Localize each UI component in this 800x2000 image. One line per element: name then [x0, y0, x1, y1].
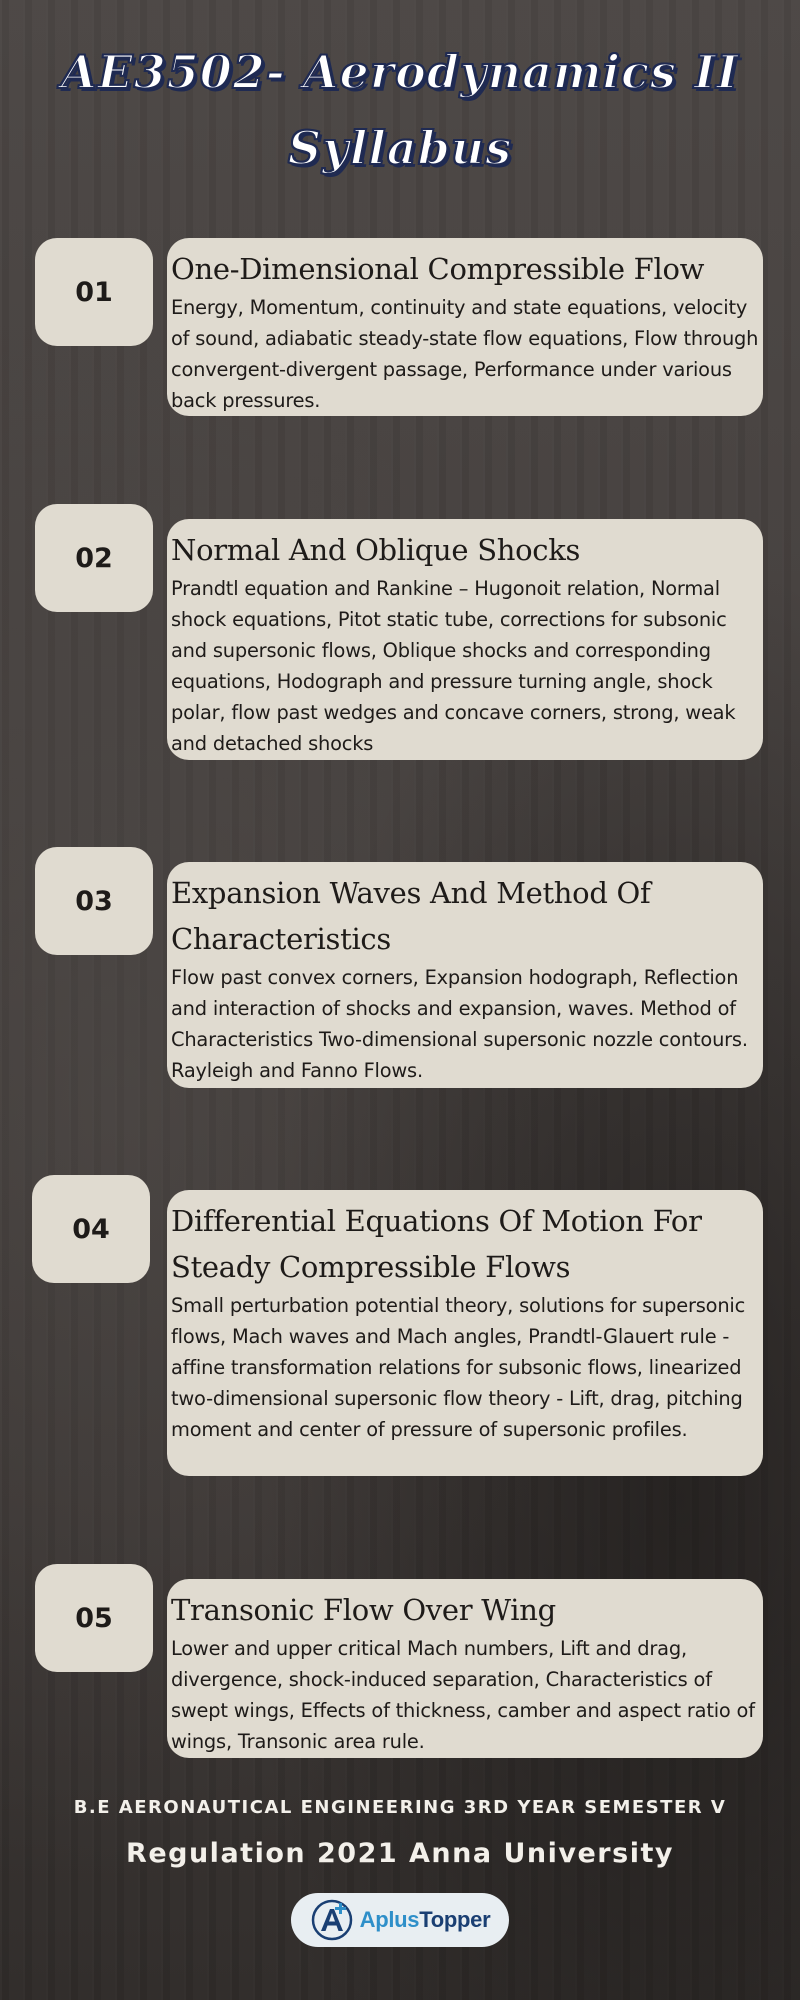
unit-title: Transonic Flow Over Wing: [171, 1593, 556, 1627]
unit-title: Normal And Oblique Shocks: [171, 533, 581, 567]
logo-text-topper: Topper: [419, 1907, 491, 1932]
course-subtitle: B.E AERONAUTICAL ENGINEERING 3RD YEAR SEMESTER V: [73, 1797, 727, 1818]
unit-card: [167, 238, 763, 416]
unit-card: [167, 1579, 763, 1758]
aplustopper-logo-text: [360, 1907, 491, 1933]
page-title-line-1: AE3502- Aerodynamics II: [60, 45, 739, 99]
aplustopper-logo-icon: [310, 1898, 354, 1942]
logo-text-aplus: Aplus: [359, 1907, 420, 1932]
unit-title: Differential Equations Of Motion For Steady Compressible Flows: [171, 1204, 702, 1284]
unit-description: Prandtl equation and Rankine – Hugonoit relation, Normal shock equations, Pitot static tube, corrections for subsonic and supersonic flows, Oblique shocks and corresponding equations, Hodograph and pressure turning angle, shock polar, flow past wedges and concave corners, strong, weak and detached shocks: [171, 577, 736, 755]
unit-card: [167, 862, 763, 1088]
unit-number: 01: [75, 276, 113, 308]
unit-title: One-Dimensional Compressible Flow: [171, 252, 705, 286]
unit-number-badge: [35, 1564, 153, 1672]
unit-card: [167, 519, 763, 760]
unit-number-badge: [35, 504, 153, 612]
page-title-line-2: Syllabus: [287, 121, 513, 175]
unit-number: 03: [75, 885, 113, 917]
unit-number-badge: [35, 238, 153, 346]
unit-number-badge: [32, 1175, 150, 1283]
aplustopper-logo[interactable]: [291, 1893, 509, 1947]
unit-number-badge: [35, 847, 153, 955]
unit-number: 02: [75, 542, 113, 574]
unit-description: Energy, Momentum, continuity and state equations, velocity of sound, adiabatic steady-state flow equations, Flow through convergent-divergent passage, Performance under various back pressures.: [171, 296, 759, 412]
unit-description: Flow past convex corners, Expansion hodograph, Reflection and interaction of shocks and expansion, waves. Method of Characteristics Two-dimensional supersonic nozzle contours. Rayleigh and Fanno Flows.: [171, 966, 748, 1082]
unit-number: 05: [75, 1602, 113, 1634]
unit-description: Lower and upper critical Mach numbers, Lift and drag, divergence, shock-induced separation, Characteristics of swept wings, Effects of thickness, camber and aspect ratio of wings, Transonic area rule.: [171, 1637, 755, 1753]
page-title: [40, 34, 760, 186]
unit-card: [167, 1190, 763, 1476]
unit-title: Expansion Waves And Method Of Characteristics: [171, 876, 651, 956]
unit-number: 04: [72, 1213, 110, 1245]
regulation-text: Regulation 2021 Anna University: [126, 1838, 674, 1869]
unit-description: Small perturbation potential theory, solutions for supersonic flows, Mach waves and Mach angles, Prandtl-Glauert rule - affine transformation relations for subsonic flows, linearized two-dimensional supersonic flow theory - Lift, drag, pitching moment and center of pressure of supersonic profiles.: [171, 1294, 746, 1441]
